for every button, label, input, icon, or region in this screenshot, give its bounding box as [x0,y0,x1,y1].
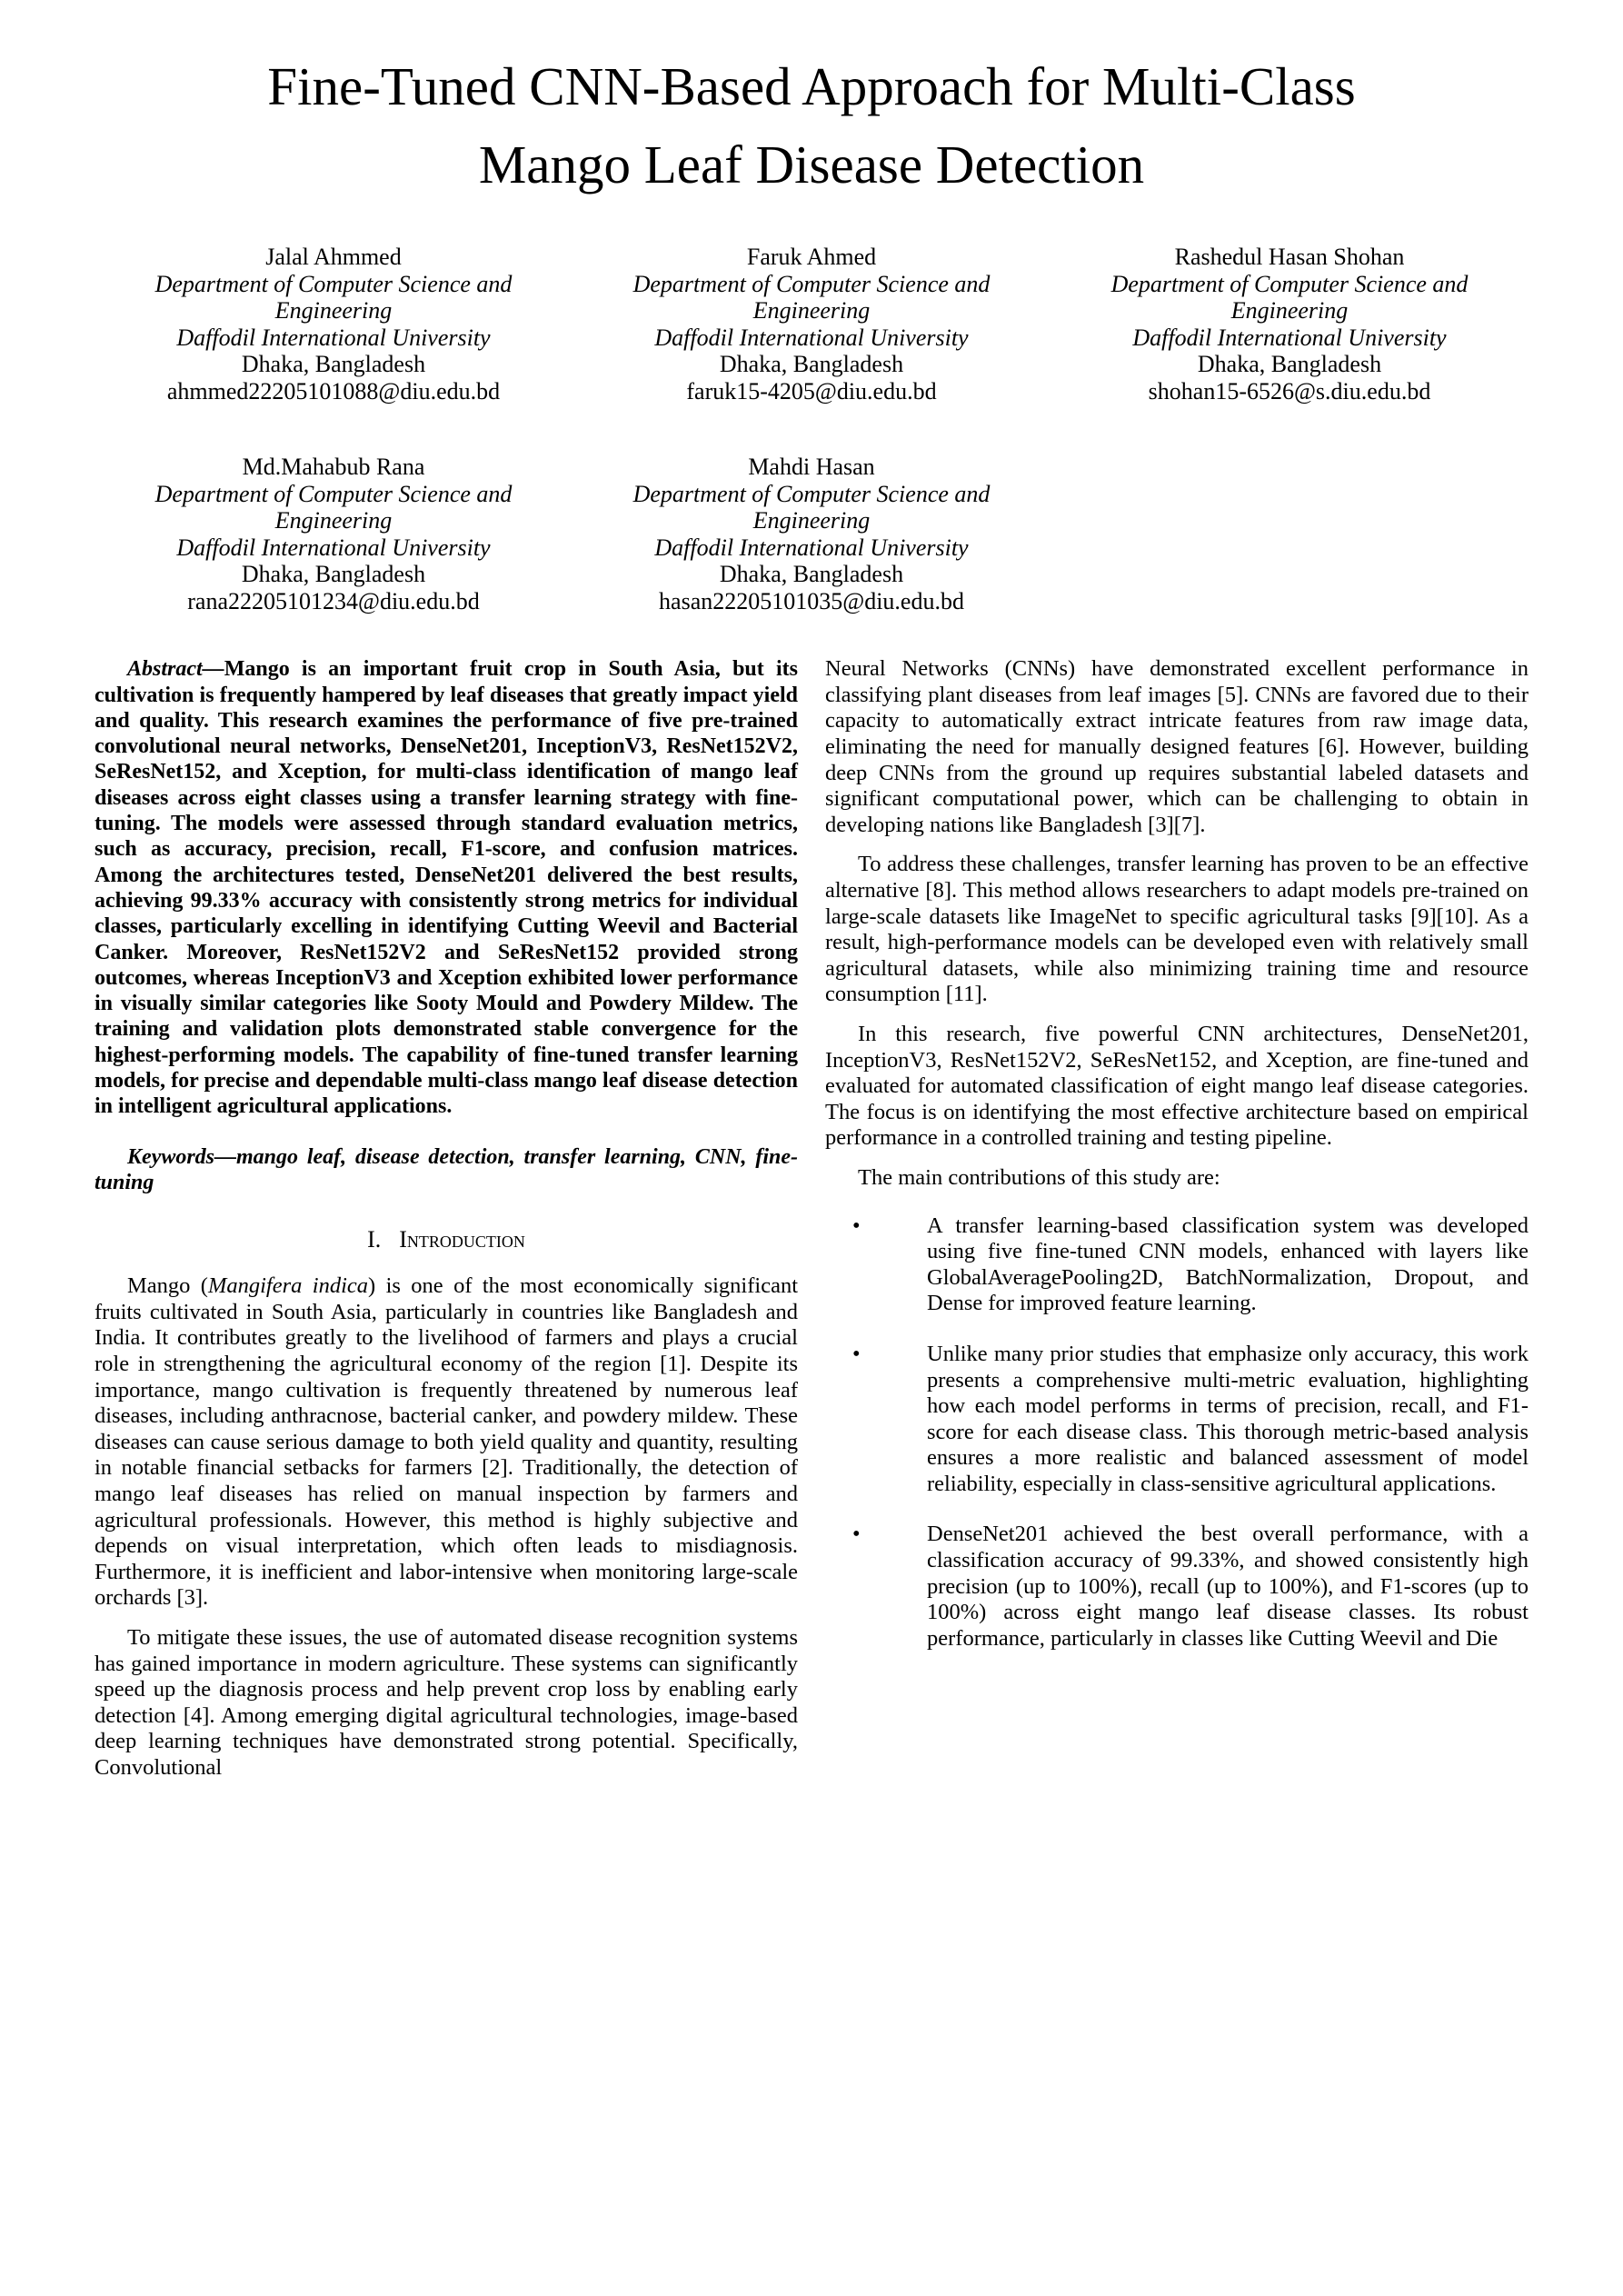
author-name: Md.Mahabub Rana [242,454,425,481]
intro-paragraph-1: Mango (Mangifera indica) is one of the most economically significant fruits cultivated in South Asia, particularly in countries like Bangladesh and India. It contributes greatly to the livelihood of farmers and plays a crucial role in strengthening the agricultural economy of the region [1]. Despite its importance, mango cultivation is frequently threatened by numerous leaf diseases, including anthracnose, bacterial canker, and powdery mildew. These diseases can cause serious damage to both yield quality and quantity, resulting in notable financial setbacks for farmers [2]. Traditionally, the detection of mango leaf diseases has relied on manual inspection by farmers and agricultural professionals. However, this method is highly subjective and depends on visual interpretation, which often leads to misdiagnosis. Furthermore, it is inefficient and labor-intensive when monitoring large-scale orchards [3]. [95,1273,798,1611]
author-block-2 [573,244,1050,404]
contribution-text: DenseNet201 achieved the best overall performance, with a classification accuracy of 99.33%, and showed consistently high precision (up to 100%), recall (up to 100%), and F1-scores (up to 100%) across eight mango leaf disease classes. Its robust performance, particularly in classes like Cutting Weevil and Die [927,1522,1528,1651]
authors-block [95,244,1528,614]
author-email: ahmmed22205101088@diu.edu.bd [166,377,501,404]
contribution-item-2 [825,1342,1528,1498]
paper-title-line-2: Mango Leaf Disease Detection [478,135,1145,195]
two-column-body [95,656,1528,1794]
contribution-text: A transfer learning-based classification system was developed using five fine-tuned CNN models, enhanced with layers like GlobalAveragePooling2D, BatchNormalization, Dropout, and Dense for improved feature learning. [927,1213,1528,1316]
author-location: Dhaka, Bangladesh [1197,351,1382,378]
author-department: Department of Computer Science and Engineering [632,480,991,534]
intro-paragraph-2-continued: Neural Networks (CNNs) have demonstrated excellent performance in classifying plant diseases from leaf images [5]. CNNs are favored due to their capacity to automatically extract intricate features from raw image data, eliminating the need for manually designed features [6]. However, building deep CNNs from the ground up requires substantial labeled datasets and significant computational power, which can be challenging to obtain in developing nations like Bangladesh [3][7]. [825,656,1528,837]
author-department: Department of Computer Science and Engineering [154,480,513,534]
author-name: Jalal Ahmmed [265,244,402,271]
section-heading-introduction [95,1226,798,1253]
intro-paragraph-2: To mitigate these issues, the use of automated disease recognition systems has gained importance in modern agriculture. These systems can significantly speed up the diagnosis process and help prevent crop loss by enabling early detection [4]. Among emerging digital agricultural technologies, image-based deep learning techniques have demonstrated strong potential. Specifically, Convolutional [95,1624,798,1780]
author-location: Dhaka, Bangladesh [719,351,904,378]
author-name: Mahdi Hasan [748,454,875,481]
keywords-paragraph [95,1144,798,1196]
author-email: faruk15-4205@diu.edu.bd [686,377,937,404]
author-name: Faruk Ahmed [746,244,877,271]
author-university: Daffodil International University [1132,324,1447,351]
author-block-4 [95,454,573,614]
author-location: Dhaka, Bangladesh [241,561,426,588]
bullet-icon: • [852,1522,861,1547]
section-title: Introduction [399,1226,525,1253]
author-university: Daffodil International University [176,534,491,561]
species-name: Mangifera indica [207,1273,369,1299]
intro-paragraph-4: In this research, five powerful CNN architectures, DenseNet201, InceptionV3, ResNet152V2, SeResNet152, and Xception, are fine-tuned and evaluated for automated classification of eight mango leaf disease categories. The focus is on identifying the most effective architecture based on empirical performance in a controlled training and testing pipeline. [825,1021,1528,1151]
contribution-item-1 [825,1213,1528,1317]
author-block-1 [95,244,573,404]
left-column [95,656,798,1794]
right-column [825,656,1528,1794]
section-number: I. [367,1226,382,1253]
author-email: rana22205101234@diu.edu.bd [187,587,480,614]
intro-paragraph-3: To address these challenges, transfer learning has proven to be an effective alternative [8]. This method allows researchers to adapt models pre-trained on large-scale datasets like ImageNet to specific agricultural tasks [9][10]. As a result, high-performance models can be developed even with relatively small agricultural datasets, while also minimizing training time and resource consumption [11]. [825,852,1528,1007]
author-department: Department of Computer Science and Engineering [154,270,513,324]
author-name: Rashedul Hasan Shohan [1174,244,1405,271]
author-department: Department of Computer Science and Engineering [632,270,991,324]
contributions-lead: The main contributions of this study are: [858,1164,1220,1190]
author-location: Dhaka, Bangladesh [719,561,904,588]
bullet-icon: • [852,1341,861,1366]
contribution-text: Unlike many prior studies that emphasize only accuracy, this work presents a comprehensive multi-metric evaluation, highlighting how each model performs in terms of precision, recall, and F1-score for each disease class. This thorough metric-based analysis ensures a more realistic and balanced assessment of model reliability, especially in class-sensitive agricultural applications. [927,1341,1528,1496]
contribution-item-3 [825,1522,1528,1652]
author-email: hasan22205101035@diu.edu.bd [659,587,964,614]
contributions-list [825,1213,1528,1652]
author-block-3 [1050,244,1528,404]
author-university: Daffodil International University [654,324,969,351]
author-university: Daffodil International University [654,534,969,561]
paper-title-line-1: Fine-Tuned CNN-Based Approach for Multi-Class [267,56,1356,116]
abstract-text: Mango is an important fruit crop in South Asia, but its cultivation is frequently hampered by leaf diseases that greatly impact yield and quality. This research examines the performance of five pre-trained convolutional neural networks, DenseNet201, InceptionV3, ResNet152V2, SeResNet152, and Xception, for multi-class identification of mango leaf diseases across eight classes using a transfer learning strategy with fine-tuning. The models were assessed through standard evaluation metrics, such as accuracy, precision, recall, F1-score, and confusion matrices. Among the architectures tested, DenseNet201 delivered the best results, achieving 99.33% accuracy with consistently strong metrics for individual classes, particularly excelling in identifying Cutting Weevil and Bacterial Canker. Moreover, ResNet152V2 and SeResNet152 provided strong outcomes, whereas InceptionV3 and Xception exhibited lower performance in visually similar categories like Sooty Mould and Powdery Mildew. The training and validation plots demonstrated stable convergence for the highest-performing models. The capability of fine-tuned transfer learning models, for precise and dependable multi-class mango leaf disease detection in intelligent agricultural applications. [95,657,798,1119]
keywords-label: Keywords— [127,1144,236,1169]
author-university: Daffodil International University [176,324,491,351]
author-location: Dhaka, Bangladesh [241,351,426,378]
paper-title [95,47,1528,204]
author-block-5 [573,454,1050,614]
keywords-text: mango leaf, disease detection, transfer learning, CNN, fine-tuning [95,1144,798,1194]
author-email: shohan15-6526@s.diu.edu.bd [1148,377,1431,404]
abstract-paragraph [95,656,798,1119]
bullet-icon: • [852,1213,861,1238]
abstract-label: Abstract— [127,657,224,682]
author-department: Department of Computer Science and Engineering [1110,270,1469,324]
